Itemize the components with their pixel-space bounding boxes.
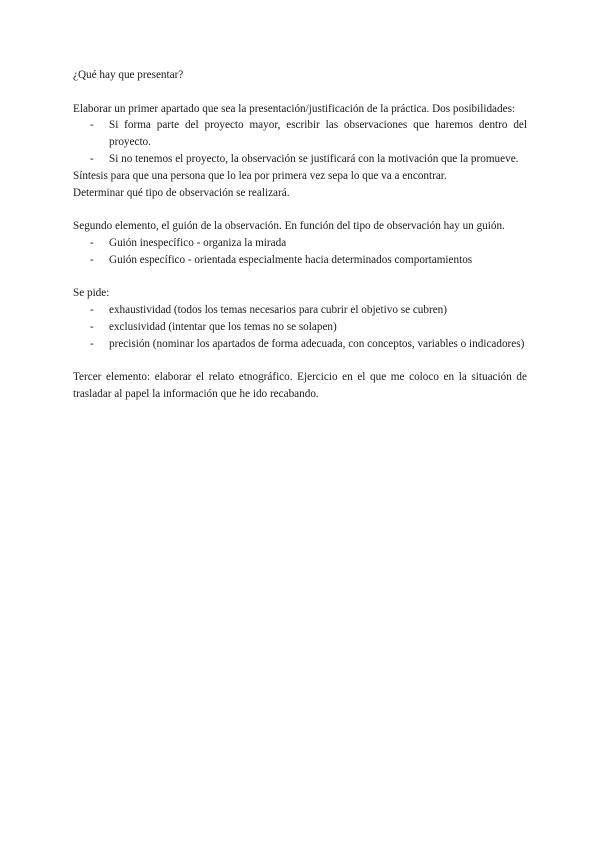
list-item: - exhaustividad (todos los temas necesarios para cubrir el objetivo se cubren)	[109, 302, 527, 319]
list-item: - exclusividad (intentar que los temas no se solapen)	[109, 319, 527, 336]
section3-list	[73, 302, 527, 352]
section1-intro: Elaborar un primer apartado que sea la presentación/justificación de la práctica. Dos posibilidades:	[73, 102, 516, 115]
spacer	[73, 353, 527, 370]
list-item: - Si no tenemos el proyecto, la observación se justificará con la motivación que la promueve.	[109, 151, 527, 168]
section3-intro: Se pide:	[73, 287, 110, 300]
spacer	[73, 84, 527, 101]
section2-intro: Segundo elemento, el guión de la observación. En función del tipo de observación hay un guión.	[73, 220, 505, 233]
document-page	[73, 67, 527, 403]
section1-list	[73, 117, 527, 167]
section4-text: Tercer elemento: elaborar el relato etnográfico. Ejercicio en el que me coloco en la situación de trasladar al papel la información que he ido recabando.	[73, 371, 527, 401]
list-item: - precisión (nominar los apartados de forma adecuada, con conceptos, variables o indicadores)	[109, 336, 527, 353]
section1-determine: Determinar qué tipo de observación se realizará.	[73, 186, 290, 199]
question-heading: ¿Qué hay que presentar?	[73, 69, 184, 81]
list-item: - Guión inespecífico - organiza la mirada	[109, 235, 527, 252]
section1-synthesis: Síntesis para que una persona que lo lea por primera vez sepa lo que va a encontrar.	[73, 169, 447, 182]
section2-list	[73, 235, 527, 269]
list-item: - Guión específico - orientada especialmente hacia determinados comportamientos	[109, 252, 527, 269]
spacer	[73, 269, 527, 286]
spacer	[73, 201, 527, 218]
list-item: - Si forma parte del proyecto mayor, escribir las observaciones que haremos dentro del proyecto.	[109, 117, 527, 151]
